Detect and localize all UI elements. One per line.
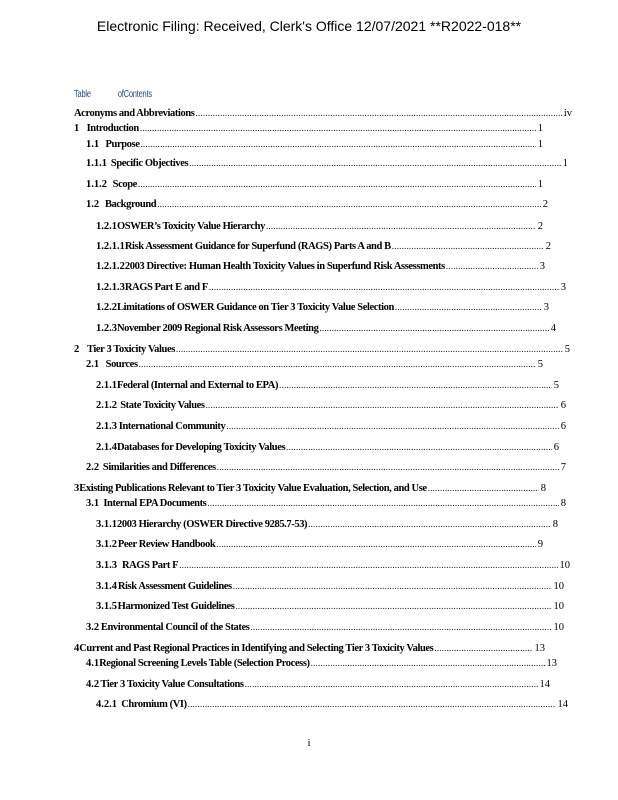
dot-leader: [140, 122, 536, 135]
toc-entry-title: Risk Assessment Guidance for Superfund (RAGS) Parts A and B: [124, 241, 391, 252]
toc-entry-page-number: 8: [560, 498, 566, 509]
toc-title-word-contents: ofContents: [117, 89, 152, 100]
page-number-footer: i: [307, 737, 311, 749]
dot-leader: [308, 518, 551, 531]
toc-entry-number: 1.2.1: [96, 221, 117, 232]
toc-entry-title: Similarities and Differences: [102, 462, 216, 473]
dot-leader: [311, 657, 545, 670]
toc-entry[interactable]: [96, 379, 559, 392]
toc-entry[interactable]: [74, 107, 572, 120]
dot-leader: [140, 138, 535, 151]
toc-entry-page-number: iv: [563, 108, 572, 119]
dot-leader: [216, 538, 535, 551]
toc-entry-number: 4: [74, 643, 80, 654]
toc-entry-title: RAGS Part E and F: [124, 282, 208, 293]
toc-entry-title: Purpose: [105, 139, 140, 150]
toc-entry[interactable]: [96, 420, 566, 433]
toc-entry-title: Tier 3 Toxicity Value Consultations: [100, 679, 244, 690]
toc-title-word-table: Table: [74, 89, 91, 100]
toc-entry-title: Tier 3 Toxicity Values: [86, 344, 175, 355]
toc-entry-page-number: 3: [543, 302, 549, 313]
toc-entry-title: Existing Publications Relevant to Tier 3 Toxicity Value Evaluation, Selection, and Use: [79, 483, 427, 494]
toc-entry-title: 2003 Hierarchy (OSWER Directive 9285.7-53): [117, 519, 308, 530]
toc-entry[interactable]: [96, 322, 556, 335]
toc-entry-number: 2.1.2: [96, 400, 117, 411]
toc-entry-title: Introduction: [86, 123, 139, 134]
toc-entry-page-number: 5: [537, 359, 543, 370]
toc-entry-number: 1.1.1: [86, 158, 107, 169]
dot-leader: [209, 281, 559, 294]
toc-entry-title: 2003 Directive: Human Health Toxicity Values in Superfund Risk Assessments: [124, 261, 445, 272]
dot-leader: [392, 240, 544, 253]
toc-entry[interactable]: [96, 220, 543, 233]
toc-entry-page-number: 6: [560, 421, 566, 432]
toc-entry-number: 2.1: [86, 359, 100, 370]
dot-leader: [235, 600, 551, 613]
toc-entry-title: Federal (Internal and External to EPA): [117, 380, 279, 391]
toc-entry-number: 3.1.5: [96, 601, 117, 612]
toc-entry-number: 3.1.2: [96, 539, 117, 550]
toc-entry-page-number: 6: [560, 400, 566, 411]
toc-entry[interactable]: [86, 678, 550, 691]
toc-entry-number: 3.2: [86, 622, 100, 633]
toc-entry[interactable]: [96, 441, 559, 454]
toc-entry-title: Regional Screening Levels Table (Selection Process): [99, 658, 310, 669]
toc-entry-page-number: 1: [537, 179, 543, 190]
toc-entry-number: 2.1.1: [96, 380, 117, 391]
toc-entry[interactable]: [86, 157, 568, 170]
toc-entry-number: 1.2: [86, 199, 100, 210]
toc-entry-title: Risk Assessment Guidelines: [117, 581, 232, 592]
toc-entry-page-number: 10: [553, 622, 564, 633]
toc-entry-page-number: 14: [557, 699, 568, 710]
toc-entry-title: OSWER’s Toxicity Value Hierarchy: [117, 221, 265, 232]
dot-leader: [176, 343, 563, 356]
dot-leader: [196, 107, 562, 120]
toc-entry[interactable]: [86, 138, 543, 151]
toc-entry-title: Environmental Council of the States: [100, 622, 250, 633]
dot-leader: [179, 559, 557, 572]
toc-entry-page-number: 5: [553, 380, 559, 391]
toc-entry[interactable]: [96, 698, 568, 711]
toc-entry-page-number: 6: [553, 442, 559, 453]
toc-entry-title: Chromium (VI): [121, 699, 187, 710]
toc-entry-number: 4.2: [86, 679, 100, 690]
toc-entry-number: 4.2.1: [96, 699, 117, 710]
toc-entry-number: 2.2: [86, 462, 100, 473]
toc-entry-title: Internal EPA Documents: [103, 498, 207, 509]
toc-entry-page-number: 2: [537, 221, 543, 232]
toc-entry-title: Peer Review Handbook: [117, 539, 216, 550]
dot-leader: [245, 678, 538, 691]
dot-leader: [286, 441, 552, 454]
toc-entry[interactable]: [96, 538, 543, 551]
dot-leader: [434, 642, 532, 655]
toc-entry-number: 1.2.1.1: [96, 241, 125, 252]
toc-entry[interactable]: [74, 122, 543, 135]
toc-entry-page-number: 3: [539, 261, 545, 272]
dot-leader: [266, 220, 536, 233]
dot-leader: [395, 301, 542, 314]
toc-entry-number: 1: [74, 123, 80, 134]
dot-leader: [226, 420, 558, 433]
toc-entry[interactable]: [96, 240, 551, 253]
toc-entry-number: 1.2.3: [96, 323, 117, 334]
dot-leader: [207, 497, 558, 510]
toc-entry[interactable]: [74, 343, 570, 356]
toc-entry-title: Background: [104, 199, 157, 210]
dot-leader: [250, 621, 551, 634]
toc-entry-number: 3.1.4: [96, 581, 117, 592]
toc-entry[interactable]: [96, 559, 570, 572]
toc-entry-title: Specific Objectives: [110, 158, 189, 169]
toc-entry-page-number: 2: [545, 241, 551, 252]
dot-leader: [206, 399, 559, 412]
toc-entry-number: 1.1.2: [86, 179, 107, 190]
toc-entry-page-number: 1: [537, 123, 543, 134]
toc-entry-number: 2: [74, 344, 80, 355]
toc-entry-number: 1.2.1.3: [96, 282, 125, 293]
toc-entry-page-number: 10: [559, 560, 570, 571]
dot-leader: [319, 322, 548, 335]
toc-entry-number: 1.1: [86, 139, 100, 150]
toc-entry[interactable]: [96, 518, 558, 531]
dot-leader: [189, 157, 561, 170]
dot-leader: [446, 260, 538, 273]
toc-entry-page-number: 7: [560, 462, 566, 473]
toc-entry-page-number: 13: [534, 643, 545, 654]
toc-entry-page-number: 13: [546, 658, 557, 669]
dot-leader: [157, 198, 541, 211]
toc-entry-page-number: 8: [540, 483, 546, 494]
toc-entry[interactable]: [96, 301, 549, 314]
toc-entry-title: RAGS Part F: [121, 560, 179, 571]
toc-entry[interactable]: [96, 600, 564, 613]
toc-entry-page-number: 4: [550, 323, 556, 334]
toc-entry-title: Scope: [112, 179, 137, 190]
toc-entry[interactable]: [86, 621, 564, 634]
toc-entry-page-number: 5: [564, 344, 570, 355]
toc-entry[interactable]: [74, 482, 546, 495]
toc-entry-number: 3.1.3: [96, 560, 117, 571]
toc-entry-number: 4.1: [86, 658, 100, 669]
toc-entry-number: 3.1: [86, 498, 100, 509]
toc-entry-page-number: 10: [553, 601, 564, 612]
toc-entry-title: International Community: [118, 421, 226, 432]
toc-entry-number: 1.2.1.2: [96, 261, 125, 272]
toc-entry-number: 3: [74, 483, 80, 494]
toc-entry[interactable]: [86, 461, 566, 474]
toc-entry[interactable]: [96, 399, 566, 412]
toc-entry-title: Databases for Developing Toxicity Values: [117, 442, 286, 453]
toc-entry[interactable]: [86, 497, 566, 510]
toc-entry[interactable]: [96, 580, 564, 593]
toc-entry-page-number: 10: [553, 581, 564, 592]
toc-entry-page-number: 8: [552, 519, 558, 530]
toc-entry-title: Harmonized Test Guidelines: [117, 601, 235, 612]
dot-leader: [428, 482, 539, 495]
dot-leader: [279, 379, 552, 392]
toc-entry-page-number: 9: [537, 539, 543, 550]
toc-entry-number: 2.1.3: [96, 421, 117, 432]
toc-entry-page-number: 1: [537, 139, 543, 150]
toc-entry[interactable]: [86, 358, 543, 371]
toc-entry-page-number: 3: [560, 282, 566, 293]
toc-entry[interactable]: [86, 178, 543, 191]
toc-entry-title: State Toxicity Values: [120, 400, 205, 411]
toc-entry[interactable]: [86, 198, 548, 211]
toc-entry[interactable]: [74, 642, 545, 655]
toc-entry-number: 2.1.4: [96, 442, 117, 453]
toc-entry-title: November 2009 Regional Risk Assessors Meeting: [117, 323, 319, 334]
toc-entry-page-number: 1: [562, 158, 568, 169]
toc-entry[interactable]: [96, 281, 566, 294]
toc-entry-title: Limitations of OSWER Guidance on Tier 3 Toxicity Value Selection: [117, 302, 394, 313]
toc-entry-number: 1.2.2: [96, 302, 117, 313]
filing-stamp-header: Electronic Filing: Received, Clerk's Office 12/07/2021 **R2022-018**: [96, 18, 522, 34]
toc-entry-number: 3.1.1: [96, 519, 117, 530]
toc-entry[interactable]: [96, 260, 545, 273]
dot-leader: [138, 178, 536, 191]
toc-entry-page-number: 2: [542, 199, 548, 210]
toc-entry-title: Sources: [105, 359, 138, 370]
toc-entry[interactable]: [86, 657, 557, 670]
toc-entry-title: Current and Past Regional Practices in Identifying and Selecting Tier 3 Toxicity Values: [79, 643, 434, 654]
dot-leader: [188, 698, 556, 711]
dot-leader: [139, 358, 536, 371]
toc-entry-title: Acronyms and Abbreviations: [74, 108, 195, 119]
dot-leader: [233, 580, 552, 593]
dot-leader: [217, 461, 559, 474]
toc-entry-page-number: 14: [539, 679, 550, 690]
